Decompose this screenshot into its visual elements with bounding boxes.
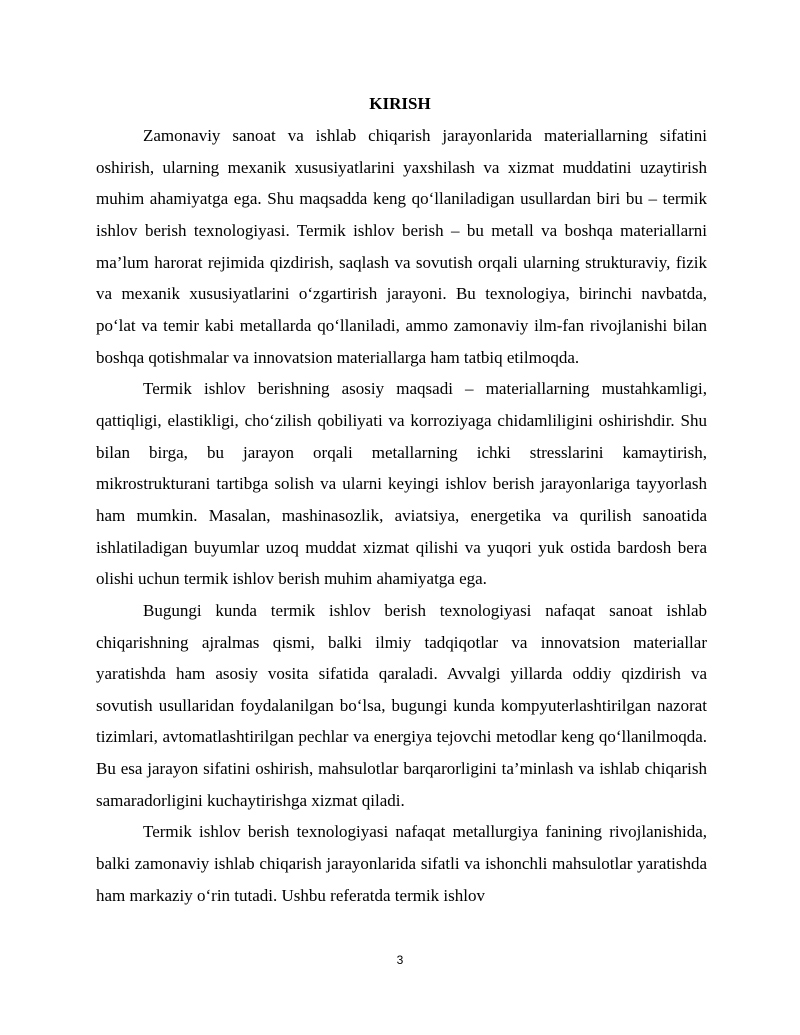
paragraph-2: Termik ishlov berishning asosiy maqsadi – materiallarning mustahkamligi, qattiqligi, elastikligi, cho‘zilish qobiliyati va korroziyaga chidamliligini oshirishdir. Shu bilan birga, bu jarayon orqali metallarning ichki stresslarini kamaytirish, mikrostrukturani tartibga solish va ularni keyingi ishlov berish jarayonlariga tayyorlash ham mumkin. Masalan, mashinasozlik, aviatsiya, energetika va qurilish sanoatida ishlatiladigan buyumlar uzoq muddat xizmat qilishi va yuqori yuk ostida bardosh bera olishi uchun termik ishlov berish muhim ahamiyatga ega.: [96, 379, 707, 589]
page-number: 3: [396, 953, 404, 967]
paragraph-3: Bugungi kunda termik ishlov berish texnologiyasi nafaqat sanoat ishlab chiqarishning ajralmas qismi, balki ilmiy tadqiqotlar va innovatsion materiallar yaratishda ham asosiy vosita sifatida qaraladi. Avvalgi yillarda oddiy qizdirish va sovutish usullaridan foydalanilgan bo‘lsa, bugungi kunda kompyuterlashtirilgan nazorat tizimlari, avtomatlashtirilgan pechlar va energiya tejovchi metodlar keng qo‘llanilmoqda. Bu esa jarayon sifatini oshirish, mahsulotlar barqarorligini ta’minlash va ishlab chiqarish samaradorligini kuchaytirishga xizmat qiladi.: [96, 600, 707, 810]
paragraph-1: Zamonaviy sanoat va ishlab chiqarish jarayonlarida materiallarning sifatini oshirish, ularning mexanik xususiyatlarini yaxshilash va xizmat muddatini uzaytirish muhim ahamiyatga ega. Shu maqsadda keng qo‘llaniladigan usullardan biri bu – termik ishlov berish texnologiyasi. Termik ishlov berish – bu metall va boshqa materiallarni ma’lum harorat rejimida qizdirish, saqlash va sovutish orqali ularning strukturaviy, fizik va mexanik xususiyatlarini o‘zgartirish jarayoni. Bu texnologiya, birinchi navbatda, po‘lat va temir kabi metallarda qo‘llaniladi, ammo zamonaviy ilm-fan rivojlanishi bilan boshqa qotishmalar va innovatsion materiallarga ham tatbiq etilmoqda.: [96, 126, 707, 367]
section-heading: KIRISH: [369, 94, 431, 113]
paragraph-4: Termik ishlov berish texnologiyasi nafaqat metallurgiya fanining rivojlanishida, balki zamonaviy ishlab chiqarish jarayonlarida sifatli va ishonchli mahsulotlar yaratishda ham markaziy o‘rin tutadi. Ushbu referatda termik ishlov: [96, 822, 707, 905]
document-body: [96, 120, 707, 911]
